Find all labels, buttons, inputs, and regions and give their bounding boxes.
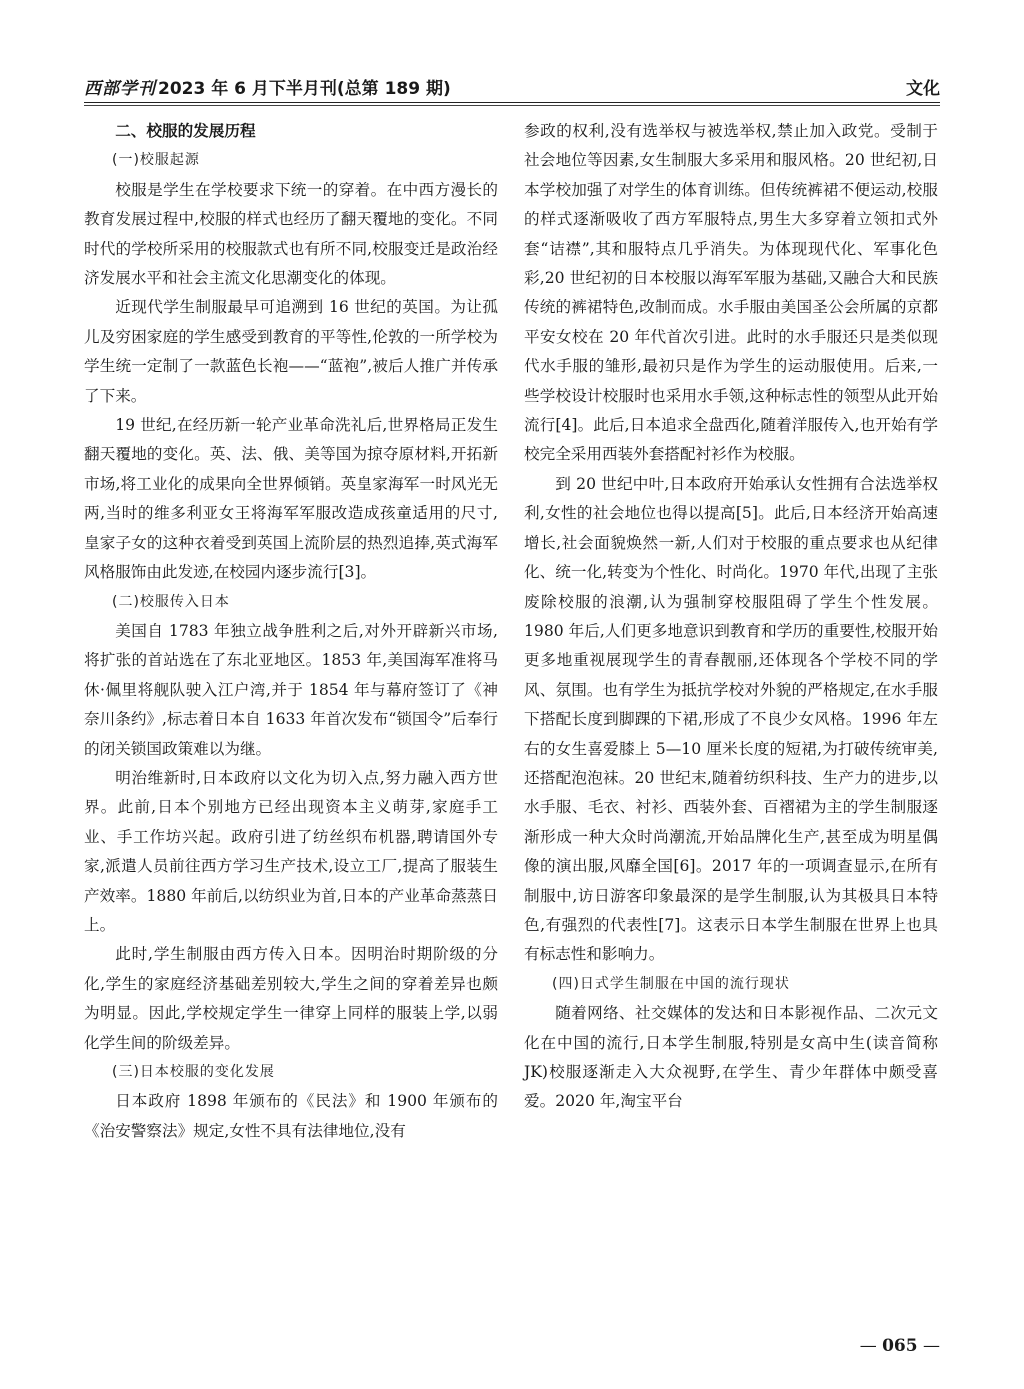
subsection-heading: (四)日式学生制服在中国的流行现状 [552, 975, 790, 992]
issue-info: 2023 年 6 月下半月刊(总第 189 期) [158, 79, 451, 99]
header-rule [84, 102, 940, 103]
body-paragraph: 校服是学生在学校要求下统一的穿着。在中西方漫长的教育发展过程中,校服的样式也经历了翻天覆地的变化。不同时代的学校所采用的校服款式也有所不同,校服变迁是政治经济发展水平和社会主流文化思潮变化的体现。 [84, 180, 498, 288]
body-paragraph: 日本政府 1898 年颁布的《民法》和 1900 年颁布的《治安警察法》规定,女性不具有法律地位,没有 [84, 1092, 498, 1140]
body-paragraph: 此时,学生制服由西方传入日本。因明治时期阶级的分化,学生的家庭经济基础差别较大,学生之间的穿着差异也颇为明显。因此,学校规定学生一律穿上同样的服装上学,以弱化学生间的阶级差异。 [84, 945, 498, 1052]
journal-masthead: 西部学刊 [84, 79, 156, 99]
subsection-heading: (三)日本校服的变化发展 [112, 1064, 275, 1080]
body-paragraph: 近现代学生制服最早可追溯到 16 世纪的英国。为让孤儿及穷困家庭的学生感受到教育的平等性,伦敦的一所学校为学生统一定制了一款蓝色长袍——“蓝袍”,被后人推广并传承了下来。 [84, 298, 498, 405]
left-column [84, 117, 498, 1146]
body-paragraph: 参政的权利,没有选举权与被选举权,禁止加入政党。受制于社会地位等因素,女生制服大多采用和服风格。20 世纪初,日本学校加强了对学生的体育训练。但传统裤裙不便运动,校服的样式逐渐吸收了西方军服特点,男生大多穿着立领扣式外套“诘襟”,其和服特点几乎消失。为体现现代化、军事化色彩,20 世纪初的日本校服以海军军服为基础,又融合大和民族传统的裤裙特色,改制而成。水手服由美国圣公会所属的京都平安女校在 20 年代首次引进。此时的水手服还只是类似现代水手服的雏形,最初只是作为学生的运动服使用。后来,一些学校设计校服时也采用水手领,这种标志性的领型从此开始流行[4]。此后,日本追求全盘西化,随着洋服传入,也开始有学校完全采用西装外套搭配衬衫作为校服。 [524, 122, 938, 464]
section-label: 文化 [906, 79, 940, 99]
body-paragraph: 明治维新时,日本政府以文化为切入点,努力融入西方世界。此前,日本个别地方已经出现资本主义萌芽,家庭手工业、手工作坊兴起。政府引进了纺丝织布机器,聘请国外专家,派遣人员前往西方学习生产技术,设立工厂,提高了服装生产效率。1880 年前后,以纺织业为首,日本的产业革命蒸蒸日上。 [84, 768, 498, 934]
page-number-value: 065 [882, 1336, 918, 1356]
subsection-heading: (二)校服传入日本 [112, 593, 230, 610]
subsection-heading: (一)校服起源 [112, 152, 200, 169]
journal-issue [84, 74, 451, 99]
body-paragraph: 美国自 1783 年独立战争胜利之后,对外开辟新兴市场,将扩张的首站选在了东北亚地区。1853 年,美国海军准将马休·佩里将舰队驶入江户湾,并于 1854 年与幕府签订了《神奈川条约》,标志着日本自 1633 年首次发布“锁国令”后奉行的闭关锁国政策难以为继。 [84, 621, 498, 758]
section-heading: 二、校服的发展历程 [115, 122, 256, 140]
body-paragraph: 随着网络、社交媒体的发达和日本影视作品、二次元文化在中国的流行,日本学生制服,特别是女高中生(读音简称 JK)校服逐渐走入大众视野,在学生、青少年群体中颇受喜爱。2020 年,淘宝平台 [524, 1004, 938, 1111]
right-column [524, 117, 938, 1117]
body-paragraph: 到 20 世纪中叶,日本政府开始承认女性拥有合法选举权利,女性的社会地位也得以提高[5]。此后,日本经济开始高速增长,社会面貌焕然一新,人们对于校服的重点要求也从纪律化、统一化,转变为个性化、时尚化。1970 年代,出现了主张废除校服的浪潮,认为强制穿校服阻碍了学生个性发展。1980 年后,人们更多地意识到教育和学历的重要性,校服开始更多地重视展现学生的青春靓丽,还体现各个学校不同的学风、氛围。也有学生为抵抗学校对外貌的严格规定,在水手服下搭配长度到脚踝的下裙,形成了不良少女风格。1996 年左右的女生喜爱膝上 5—10 厘米长度的短裙,为打破传统审美,还搭配泡泡袜。20 世纪末,随着纺织科技、生产力的进步,以水手服、毛衣、衬衫、西装外套、百褶裙为主的学生制服逐渐形成一种大众时尚潮流,开始品牌化生产,甚至成为明星偶像的演出服,风靡全国[6]。2017 年的一项调查显示,在所有制服中,访日游客印象最深的是学生制服,认为其极具日本特色,有强烈的代表性[7]。这表示日本学生制服在世界上也具有标志性和影响力。 [524, 474, 938, 964]
page-number: — 065 — [859, 1336, 940, 1356]
running-header [84, 74, 940, 100]
header-rule-thin [84, 105, 940, 106]
body-paragraph: 19 世纪,在经历新一轮产业革命洗礼后,世界格局正发生翻天覆地的变化。英、法、俄、美等国为掠夺原材料,开拓新市场,将工业化的成果向全世界倾销。英皇家海军一时风光无两,当时的维多利亚女王将海军军服改造成孩童适用的尺寸,皇家子女的这种衣着受到英国上流阶层的热烈追捧,英式海军风格服饰由此发迹,在校园内逐步流行[3]。 [84, 416, 498, 582]
